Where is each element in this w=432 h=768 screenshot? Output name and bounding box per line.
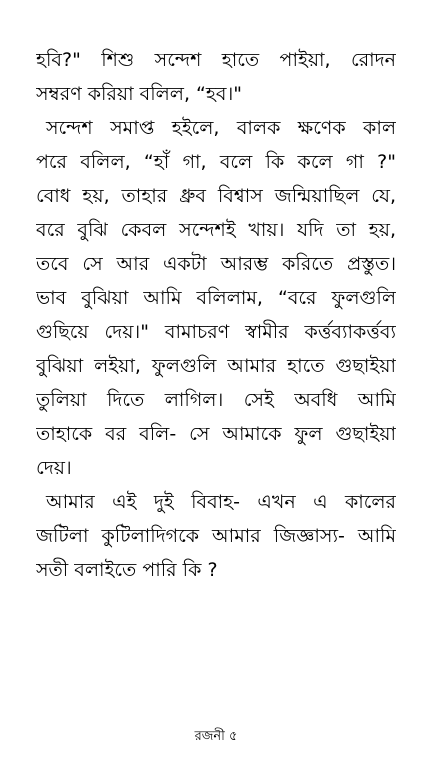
text-line: তবে সে আর একটা আরম্ভ করিতে প্রস্তুত।	[36, 253, 396, 275]
text-line: বুঝিয়া লইয়া, ফুলগুলি আমার হাতে গুছাইয়া	[36, 355, 396, 377]
text-line: সম্বরণ করিয়া বলিল, “হব।"	[36, 83, 242, 105]
paragraph-first-line: সন্দেশ সমাপ্ত হইলে, বালক ক্ষণেক কাল	[46, 117, 396, 139]
text-line: ভাব বুঝিয়া আমি বলিলাম, “বরে ফুলগুলি	[36, 287, 396, 309]
text-line: পরে বলিল, “হাঁ গা, বলে কি কলে গা ?"	[36, 151, 396, 173]
text-line: জটিলা কুটিলাদিগকে আমার জিজ্ঞাস্য- আমি	[36, 525, 396, 547]
body-text	[36, 43, 396, 587]
text-line: তুলিয়া দিতে লাগিল। সেই অবধি আমি	[36, 389, 396, 411]
text-line: হবি?" শিশু সন্দেশ হাতে পাইয়া, রোদন	[36, 49, 396, 71]
text-line: সতী বলাইতে পারি কি ?	[36, 559, 218, 581]
page-footer	[0, 728, 432, 746]
paragraph-first-line: আমার এই দুই বিবাহ- এখন এ কালের	[46, 491, 396, 513]
text-line: গুছিয়ে দেয়।" বামাচরণ স্বামীর কর্ত্তব্যাকর্ত্তব্য	[36, 321, 396, 343]
text-line: বরে বুঝি কেবল সন্দেশই খায়। যদি তা হয়,	[36, 219, 396, 241]
text-line: তাহাকে বর বলি- সে আমাকে ফুল গুছাইয়া	[36, 423, 396, 445]
running-title-page-number: রজনী ৫	[194, 729, 238, 744]
text-line: দেয়।	[36, 457, 72, 479]
text-line: বোধ হয়, তাহার ধ্রুব বিশ্বাস জন্মিয়াছিল যে,	[36, 185, 396, 207]
